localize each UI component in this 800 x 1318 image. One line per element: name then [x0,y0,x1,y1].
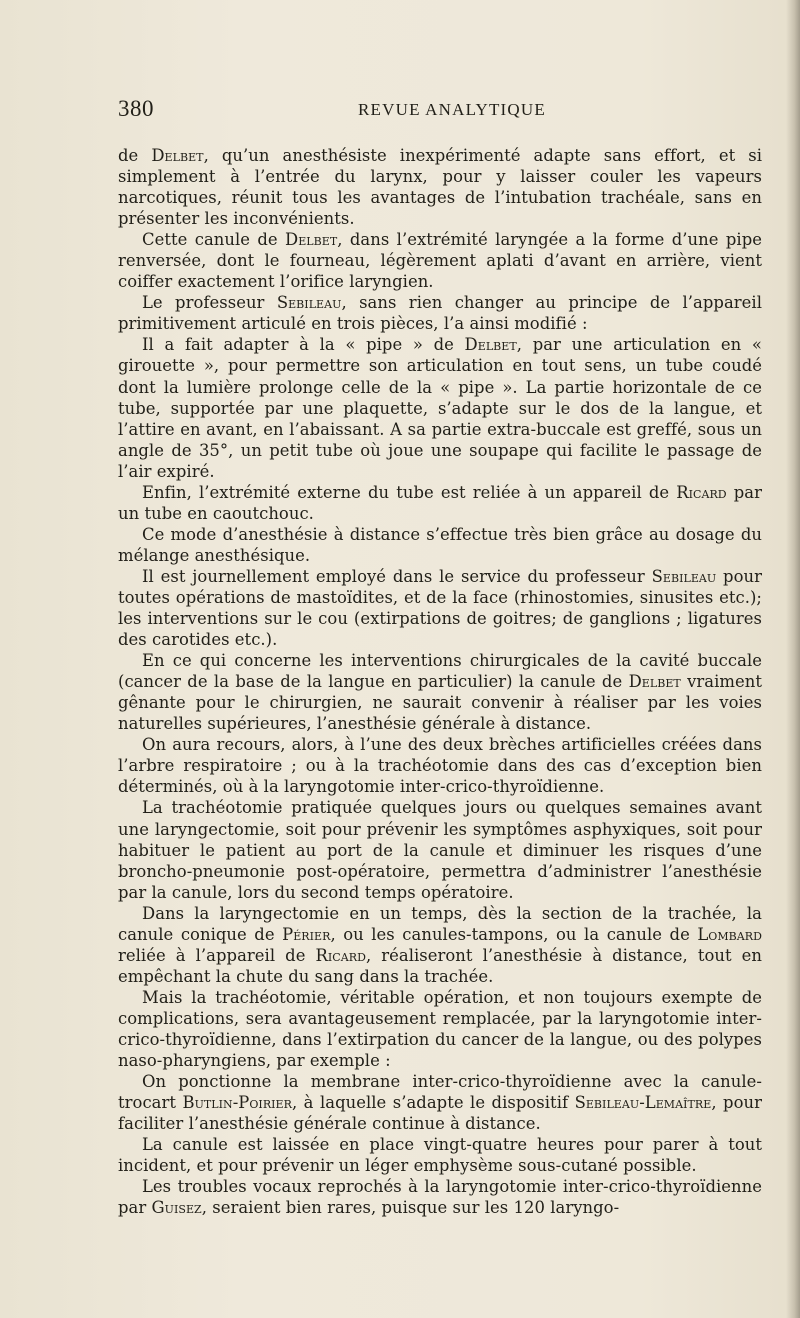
author-name: Périer [282,924,331,944]
paragraph-text: , ou les canules-tampons, ou la canule de [330,924,698,944]
paragraph-text: , seraient bien rares, puisque sur les 120 laryngo- [201,1198,620,1218]
paragraph-text: , à laquelle s’adapte le dispositif [291,1093,575,1113]
paragraph-text: , sans rien changer au principe de l’appareil primitivement articulé en trois pièces, l’a ainsi modifié : [118,293,762,334]
author-name: Lombard [697,924,762,944]
paragraph [118,1176,762,1218]
paragraph-text: de [118,146,152,165]
page-edge-shadow [786,0,800,1318]
paragraph [118,797,762,902]
paragraph-text: Ce mode d’anesthésie à distance s’effectue très bien grâce au dosage du mélange anesthésique. [118,524,762,565]
paragraph [118,1134,762,1176]
paragraph-text: La trachéotomie pratiquée quelques jours ou quelques semaines avant une laryngectomie, soit pour prévenir les symptômes asphyxiques, soit pour habituer le patient au port de la canule et diminuer les risques d’une broncho-pneumonie post-opératoire, permettra d’administrer l’anesthésie par la canule, lors du second temps opératoire. [118,798,762,902]
paragraph-text: Il est journellement employé dans le service du professeur [142,566,652,586]
paragraph-text: Mais la trachéotomie, véritable opération, et non toujours exempte de complications, sera avantageusement remplacée, par la laryngotomie inter-crico-thyroïdienne, dans l’extirpation du cancer de la langue, ou des polypes naso-pharyngiens, par exemple : [118,987,762,1071]
paragraph-text: On aura recours, alors, à l’une des deux brèches artificielles créées dans l’arbre respiratoire ; ou à la trachéotomie dans des cas d’exception bien déterminés, où à la laryngotomie inter-crico-thyroïdienne. [118,735,762,797]
author-name: Delbet [464,335,517,355]
paragraph [118,334,762,481]
paragraph [118,650,762,734]
paragraph-text: , par une articulation en « girouette », pour permettre son articulation en tout sens, un tube coudé dont la lumière prolonge celle de la « pipe ». La partie horizontale de ce tube, supportée par une plaquette, s’adapte sur le dos de la langue, et l’attire en avant, en l’abaissant. A sa partie extra-buccale est greffé, sous un angle de 35°, un petit tube où joue une soupape qui facilite le passage de l’air expiré. [118,335,762,481]
paragraph-text: Il a fait adapter à la « pipe » de [142,335,465,355]
paragraph [118,482,762,524]
body-text [118,145,762,1218]
author-name: Delbet [285,230,338,250]
author-name: Sebileau [276,293,342,313]
author-name: Delbet [628,672,681,692]
paragraph [118,292,762,334]
paragraph [118,566,762,650]
paragraph-text: vraiment gênante pour le chirurgien, ne saurait convenir à réaliser par les voies naturelles supérieures, l’anesthésie générale à distance. [118,672,763,734]
author-name: Ricard [676,482,727,502]
paragraph-text: Dans la laryngectomie en un temps, dès la section de la trachée, la canule conique de [118,903,762,944]
page-header [118,96,758,126]
paragraph-text: pour toutes opérations de mastoïdites, et de la face (rhinostomies, sinusites etc.); les interventions sur le cou (extirpations de goitres; de ganglions ; ligatures des carotides etc.). [118,566,762,650]
author-name: Sebileau [651,566,717,586]
author-name: Ricard [315,945,366,965]
paragraph-text: par un tube en caoutchouc. [118,482,762,523]
paragraph [118,229,762,292]
paragraph [118,145,762,229]
paragraph-text: La canule est laissée en place vingt-quatre heures pour parer à tout incident, et pour prévenir un léger emphysème sous-cutané possible. [118,1135,762,1176]
author-name: Butlin-Poirier [182,1093,292,1113]
author-name: Delbet [151,146,204,165]
page-number: 380 [118,96,154,121]
paragraph [118,734,762,797]
paragraph-text: Les troubles vocaux reprochés à la laryngotomie inter-crico-thyroïdienne par [118,1177,762,1218]
paragraph-text: On ponctionne la membrane inter-crico-thyroïdienne avec la canule-trocart [118,1072,762,1113]
author-name: Guisez [151,1198,202,1218]
paragraph [118,987,762,1071]
paragraph-text: , pour faciliter l’anesthésie générale continue à distance. [118,1093,762,1134]
running-title: REVUE ANALYTIQUE [358,100,546,119]
author-name: Sebileau-Lemaître [574,1093,712,1113]
paragraph-text: Cette canule de [142,230,286,250]
paragraph [118,903,762,987]
paragraph [118,524,762,566]
paragraph [118,1071,762,1134]
paragraph-text: , réaliseront l’anesthésie à distance, tout en empêchant la chute du sang dans la trachée. [118,945,763,986]
paragraph-text: , qu’un anesthésiste inexpérimenté adapte sans effort, et si simplement à l’entrée du larynx, pour y laisser couler les vapeurs narcotiques, réunit tous les avantages de l’intubation trachéale, sans en présenter les inconvénients. [118,146,762,229]
paragraph-text: Enfin, l’extrémité externe du tube est reliée à un appareil de [142,482,677,502]
paragraph-text: Le professeur [142,293,277,313]
paragraph-text: , dans l’extrémité laryngée a la forme d’une pipe renversée, dont le fourneau, légèrement aplati d’avant en arrière, vient coiffer exactement l’orifice laryngien. [118,230,762,292]
paragraph-text: reliée à l’appareil de [118,945,316,965]
paragraph-text: En ce qui concerne les interventions chirurgicales de la cavité buccale (cancer de la base de la langue en particulier) la canule de [118,651,762,692]
